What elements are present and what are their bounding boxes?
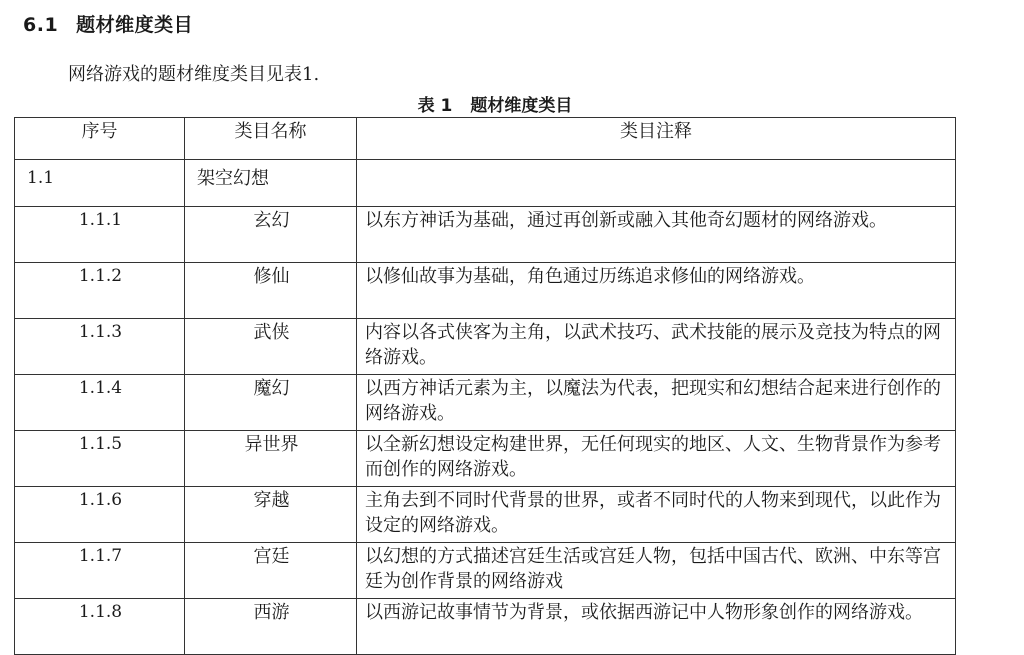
row-code: 1.1.3 [15, 319, 185, 375]
table-caption [0, 91, 990, 116]
section-number: 6.1 [23, 14, 59, 36]
row-desc [357, 160, 956, 207]
row-name: 武侠 [185, 319, 357, 375]
section-title: 题材维度类目 [76, 14, 194, 36]
table-row [15, 263, 956, 319]
row-name: 异世界 [185, 431, 357, 487]
row-code: 1.1.5 [15, 431, 185, 487]
category-table [14, 117, 956, 655]
row-name: 魔幻 [185, 375, 357, 431]
row-desc: 以东方神话为基础，通过再创新或融入其他奇幻题材的网络游戏。 [357, 207, 956, 263]
table-row [15, 207, 956, 263]
row-desc: 以西游记故事情节为背景，或依据西游记中人物形象创作的网络游戏。 [357, 599, 956, 655]
row-code: 1.1 [15, 160, 185, 207]
row-name: 西游 [185, 599, 357, 655]
table-row [15, 431, 956, 487]
row-code: 1.1.1 [15, 207, 185, 263]
row-desc: 内容以各式侠客为主角，以武术技巧、武术技能的展示及竞技为特点的网络游戏。 [357, 319, 956, 375]
table-caption-number: 表 1 [417, 96, 453, 116]
row-name: 穿越 [185, 487, 357, 543]
row-desc: 以幻想的方式描述宫廷生活或宫廷人物，包括中国古代、欧洲、中东等宫廷为创作背景的网络游戏 [357, 543, 956, 599]
intro-paragraph: 网络游戏的题材维度类目见表1. [68, 64, 320, 85]
row-code: 1.1.8 [15, 599, 185, 655]
row-desc: 以修仙故事为基础，角色通过历练追求修仙的网络游戏。 [357, 263, 956, 319]
table-row [15, 319, 956, 375]
row-code: 1.1.4 [15, 375, 185, 431]
header-category-note: 类目注释 [357, 118, 956, 160]
header-serial: 序号 [15, 118, 185, 160]
header-category-name: 类目名称 [185, 118, 357, 160]
table-row [15, 599, 956, 655]
row-code: 1.1.7 [15, 543, 185, 599]
row-desc: 以西方神话元素为主，以魔法为代表，把现实和幻想结合起来进行创作的网络游戏。 [357, 375, 956, 431]
table-row [15, 160, 956, 207]
table-row [15, 375, 956, 431]
table-caption-title: 题材维度类目 [470, 96, 573, 116]
table-row [15, 487, 956, 543]
row-name: 修仙 [185, 263, 357, 319]
row-desc: 以全新幻想设定构建世界，无任何现实的地区、人文、生物背景作为参考而创作的网络游戏。 [357, 431, 956, 487]
table-row [15, 543, 956, 599]
row-code: 1.1.2 [15, 263, 185, 319]
table-header-row [15, 118, 956, 160]
row-name: 架空幻想 [185, 160, 357, 207]
row-name: 宫廷 [185, 543, 357, 599]
row-name: 玄幻 [185, 207, 357, 263]
section-heading [23, 10, 193, 37]
row-desc: 主角去到不同时代背景的世界，或者不同时代的人物来到现代，以此作为设定的网络游戏。 [357, 487, 956, 543]
row-code: 1.1.6 [15, 487, 185, 543]
